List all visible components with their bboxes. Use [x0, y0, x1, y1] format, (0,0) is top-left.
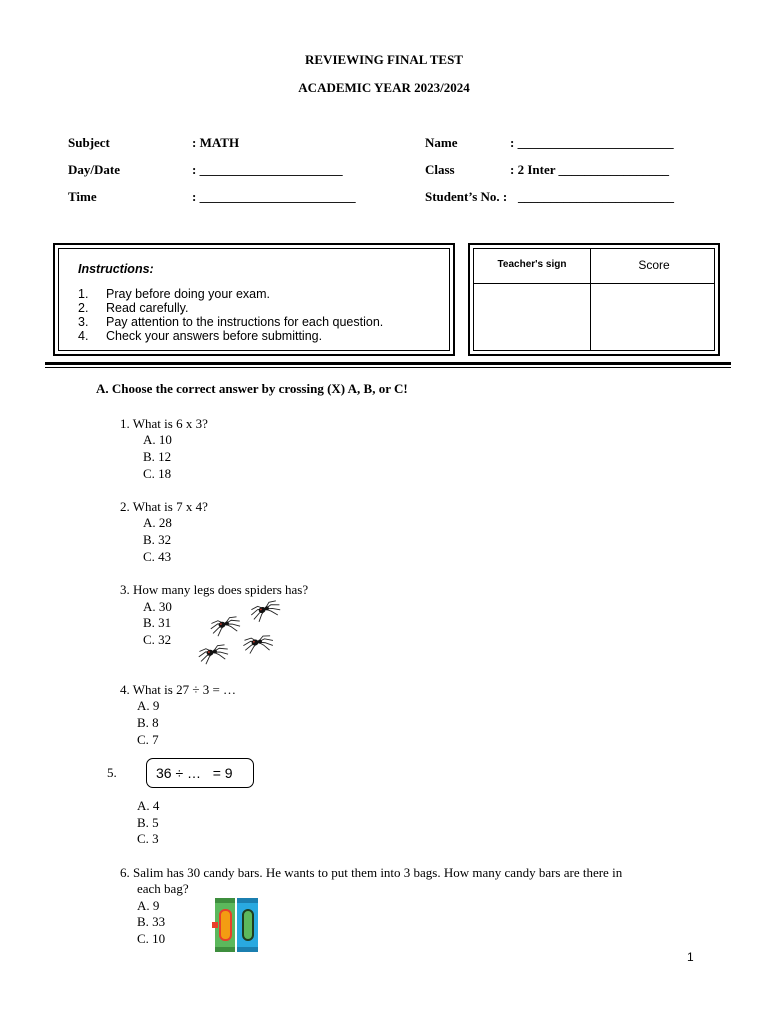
q5-option-c[interactable]: C. 3 [137, 831, 159, 846]
question-4: 4. What is 27 ÷ 3 = … [120, 682, 237, 697]
q1-option-b[interactable]: B. 12 [143, 449, 172, 464]
q4-option-c[interactable]: C. 7 [137, 732, 159, 747]
daydate-label: Day/Date [68, 162, 120, 177]
divider-thick [45, 362, 731, 365]
q5-equation-box: 36 ÷ … = 9 [146, 758, 254, 788]
spider-icon [242, 634, 274, 654]
question-3: 3. How many legs does spiders has? [120, 582, 309, 597]
q4-option-b[interactable]: B. 8 [137, 715, 159, 730]
instruction-item: 4. Check your answers before submitting. [78, 329, 323, 343]
spiders-illustration [195, 596, 290, 666]
instructions-heading: Instructions: [78, 262, 154, 276]
student-no-field[interactable]: ________________________ [518, 189, 674, 204]
time-label: Time [68, 189, 97, 204]
q6-option-c[interactable]: C. 10 [137, 931, 166, 946]
page-number: 1 [687, 950, 694, 964]
q2-option-a[interactable]: A. 28 [143, 515, 172, 530]
q3-option-c[interactable]: C. 32 [143, 632, 172, 647]
name-field[interactable]: : ________________________ [510, 135, 674, 150]
question-6: 6. Salim has 30 candy bars. He wants to put them into 3 bags. How many candy bars are there in [120, 865, 623, 880]
question-6-continued: each bag? [137, 881, 189, 896]
teacher-sign-header: Teacher's sign [497, 259, 567, 270]
instructions-box [53, 243, 455, 356]
instruction-item: 3. Pay attention to the instructions for each question. [78, 315, 384, 329]
academic-year: ACADEMIC YEAR 2023/2024 [298, 80, 470, 95]
subject-value: : MATH [192, 135, 240, 150]
q5-option-b[interactable]: B. 5 [137, 815, 159, 830]
instruction-item: 1. Pray before doing your exam. [78, 287, 270, 301]
q3-option-b[interactable]: B. 31 [143, 615, 172, 630]
q2-option-c[interactable]: C. 43 [143, 549, 172, 564]
instruction-item: 2. Read carefully. [78, 301, 189, 315]
spider-icon [249, 599, 282, 623]
question-1: 1. What is 6 x 3? [120, 416, 208, 431]
class-label: Class [425, 162, 455, 177]
candy-bars-illustration [212, 896, 264, 954]
spider-icon [209, 615, 242, 637]
q1-option-c[interactable]: C. 18 [143, 466, 172, 481]
name-label: Name [425, 135, 458, 150]
time-field[interactable]: : ________________________ [192, 189, 356, 204]
question-5: 5. [107, 765, 117, 780]
question-2: 2. What is 7 x 4? [120, 499, 208, 514]
class-field[interactable]: : 2 Inter _________________ [510, 162, 670, 177]
section-a-heading: A. Choose the correct answer by crossing (X) A, B, or C! [96, 381, 408, 396]
student-no-label: Student’s No. : [425, 189, 508, 204]
q1-option-a[interactable]: A. 10 [143, 432, 172, 447]
score-cell[interactable] [591, 285, 714, 350]
q5-option-a[interactable]: A. 4 [137, 798, 160, 813]
q6-option-a[interactable]: A. 9 [137, 898, 160, 913]
daydate-field[interactable]: : ______________________ [192, 162, 343, 177]
spider-icon [197, 643, 230, 665]
candy-bar-icon [237, 898, 258, 952]
test-title: REVIEWING FINAL TEST [305, 52, 463, 67]
candy-bar-icon [212, 898, 235, 952]
q4-option-a[interactable]: A. 9 [137, 698, 160, 713]
divider-thin [45, 367, 731, 368]
q2-option-b[interactable]: B. 32 [143, 532, 172, 547]
teacher-sign-cell[interactable] [474, 285, 590, 350]
q3-option-a[interactable]: A. 30 [143, 599, 172, 614]
score-header: Score [638, 258, 670, 272]
subject-label: Subject [68, 135, 110, 150]
q6-option-b[interactable]: B. 33 [137, 914, 166, 929]
score-table [468, 243, 720, 356]
